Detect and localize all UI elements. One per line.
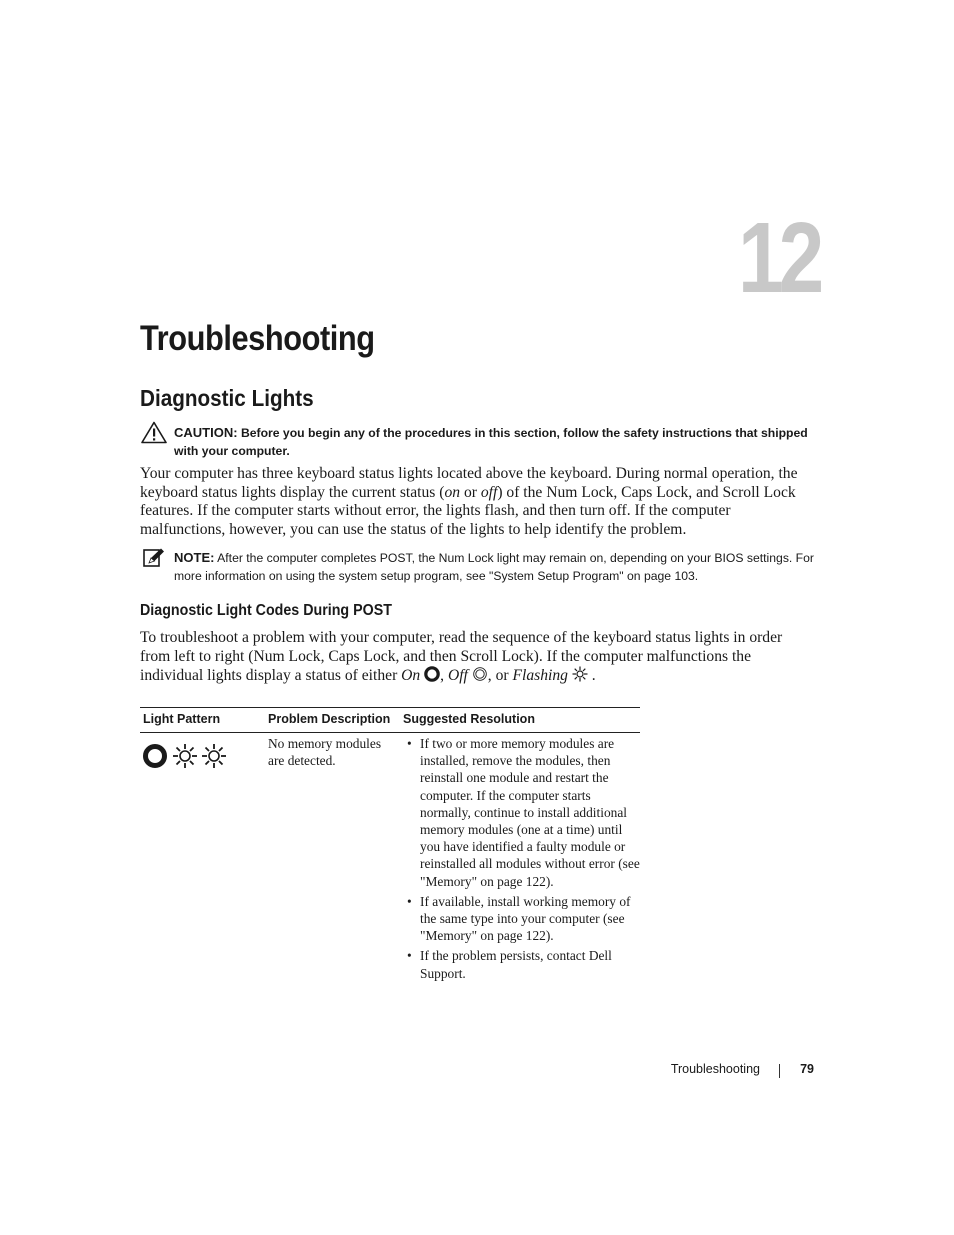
chapter-title: Troubleshooting [140,319,375,358]
light-pattern [142,743,228,774]
caution-text: Before you begin any of the procedures in this section, follow the safety instructions that shipped with your computer. [174,426,808,458]
section-title: Diagnostic Lights [140,385,314,411]
note-label: NOTE: [174,550,215,565]
post-sep-2: , or [487,667,513,685]
intro-text-2: ) of the Num Lock, Caps Lock, and Scroll Lock features. If the computer starts without error, the lights flash, and then turn off. If the computer malfunctions, however, you can use the status of the lights to help identify the problem. [140,483,796,538]
light-off-icon [472,666,488,682]
caution-notice [174,424,814,460]
on-term: On [401,667,421,685]
intro-paragraph [140,465,812,539]
resolution-item: • If the problem persists, contact Dell Support. [404,947,640,981]
flashing-term: Flashing [512,667,568,685]
intro-text-1: Your computer has three keyboard status lights located above the keyboard. During normal operation, the keyboard status lights display the current status ( [140,465,798,501]
pattern-icons [142,743,228,769]
intro-or: or [460,483,481,501]
post-paragraph [140,629,812,686]
light-flashing-icon [572,666,588,682]
note-pencil-icon [143,548,165,568]
header-problem-description: Problem Description [268,712,391,726]
warning-triangle-icon [141,421,167,444]
pattern-light-flashing-icon-2 [202,744,226,768]
header-suggested-resolution: Suggested Resolution [403,712,535,726]
off-term: Off [447,667,468,685]
page-number: 79 [800,1062,814,1076]
footer-separator [779,1064,780,1078]
pattern-light-flashing-icon-1 [173,744,197,768]
subsection-title: Diagnostic Light Codes During POST [140,602,392,619]
header-light-pattern: Light Pattern [143,712,221,726]
caution-label: CAUTION: [174,425,238,440]
light-on-icon [424,666,440,682]
chapter-number: 12 [738,202,820,314]
problem-description: No memory modules are detected. [268,736,382,769]
table-header-rule [140,732,640,733]
post-text-1: To troubleshoot a problem with your computer, read the sequence of the keyboard status lights in order from left to right (Num Lock, Caps Lock, and then Scroll Lock). If the computer malfunctions the individual lights display a status of either [140,629,783,685]
intro-off: off [480,483,498,501]
note-notice [174,549,814,585]
pattern-light-on-icon [146,747,165,766]
note-text: After the computer completes POST, the Num Lock light may remain on, depending on your BIOS settings. For more information on using the system setup program, see "System Setup Program" on page 103. [174,551,814,583]
post-end: . [587,667,596,685]
table-top-rule [140,707,640,708]
resolution-item: • If available, install working memory of the same type into your computer (see "Memory" on page 122). [404,893,640,945]
footer-title: Troubleshooting [670,1062,760,1076]
page-footer [600,1062,814,1080]
suggested-resolution [404,735,640,985]
intro-on: on [444,483,461,501]
post-sep-1: , [440,667,448,685]
resolution-item: • If two or more memory modules are installed, remove the modules, then reinstall one module and restart the computer. If the computer starts normally, continue to install additional memory modules (one at a time) until you have identified a faulty module or reinstalled all modules without error (see "Memory" on page 122). [404,735,640,890]
resolution-list [404,735,640,982]
